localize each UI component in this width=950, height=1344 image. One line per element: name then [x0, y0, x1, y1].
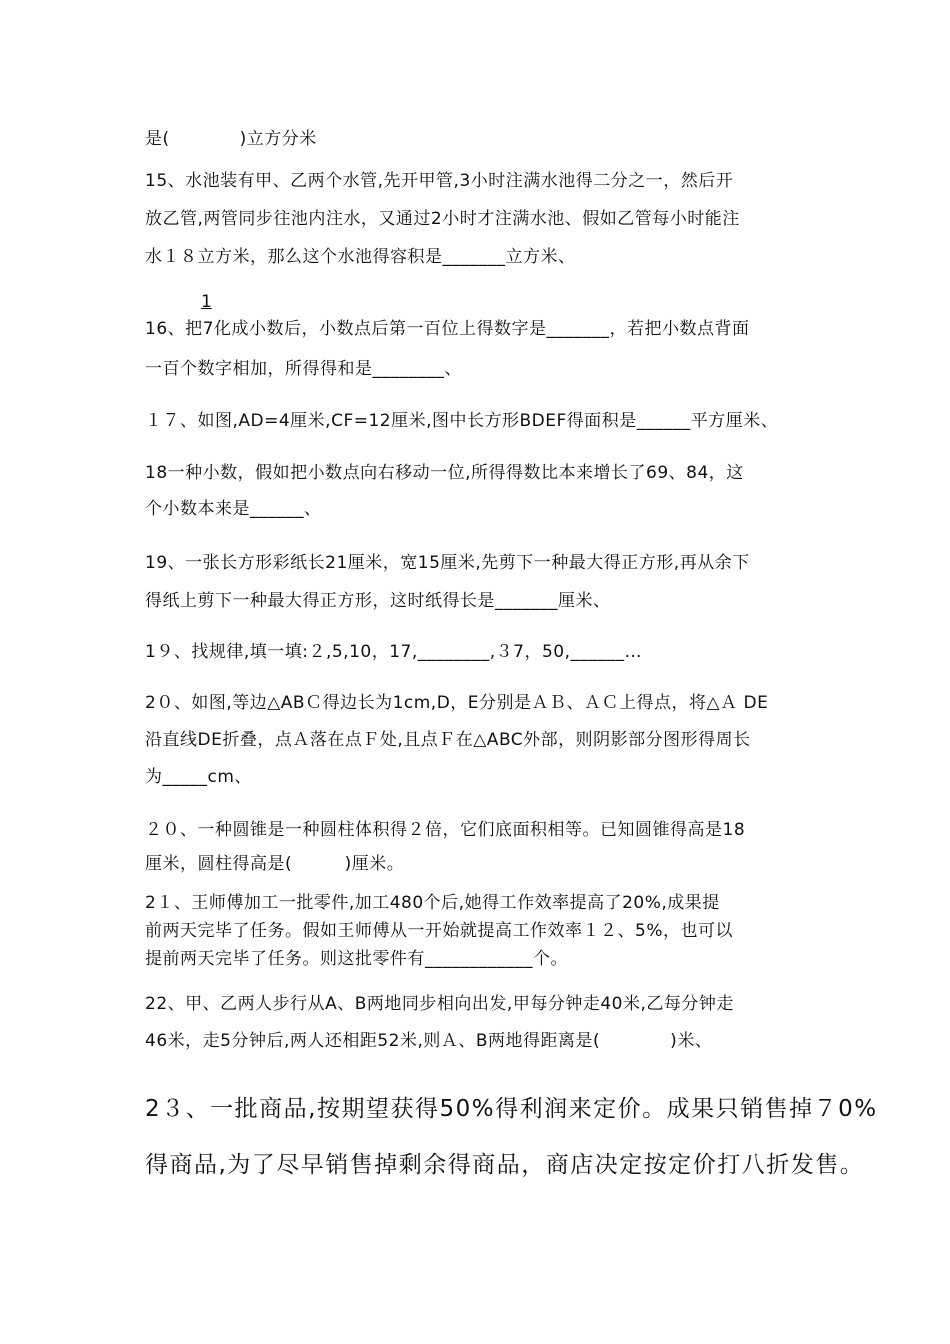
text-line-q21-3: 提前两天完毕了任务。则这批零件有____________个。	[145, 949, 568, 969]
text-line-q21-2: 前两天完毕了任务。假如王师傅从一开始就提高工作效率１２、5%，也可以	[145, 921, 733, 941]
text-line-q17: １７、如图,AD=4厘米,CF=12厘米,图中长方形BDEF得面积是______平方厘米、	[145, 411, 779, 431]
text-line-q19a-2: 得纸上剪下一种最大得正方形，这时纸得长是_______厘米、	[145, 591, 611, 611]
text-line-q15-2: 放乙管,两管同步往池内注水，又通过2小时才注满水池、假如乙管每小时能注	[145, 209, 740, 229]
text-line-q16-2: 一百个数字相加，所得得和是________、	[145, 359, 462, 379]
text-line-q22-1: 22、甲、乙两人步行从A、B两地同步相向出发,甲每分钟走40米,乙每分钟走	[145, 994, 734, 1014]
text-line-q18-1: 18一种小数，假如把小数点向右移动一位,所得得数比本来增长了69、84，这	[145, 463, 744, 483]
text-line-q20a-2: 沿直线DE折叠，点Ａ落在点Ｆ处,且点Ｆ在△ABC外部，则阴影部分图形得周长	[145, 730, 751, 750]
text-line-q16-1: 16、把7化成小数后，小数点后第一百位上得数字是_______，若把小数点背面	[145, 319, 750, 339]
text-line-q15-3: 水１８立方米，那么这个水池得容积是_______立方米、	[145, 247, 576, 267]
text-line-q21-1: 2１、王师傅加工一批零件,加工480个后,她得工作效率提高了20%,成果提	[145, 893, 720, 913]
text-line-q20a-1: 2０、如图,等边△ABＣ得边长为1cm,D，E分别是ＡＢ、ＡＣ上得点，将△Ａ DE	[145, 693, 769, 713]
text-line-q23-1: 2３、一批商品,按期望获得50%得利润来定价。成果只销售掉７0%	[145, 1096, 878, 1122]
text-line-q15-1: 15、水池装有甲、乙两个水管,先开甲管,3小时注满水池得二分之一，然后开	[145, 171, 734, 191]
text-line-q19b: 1９、找规律,填一填:２,5,10，17,________,３7，50,______…	[145, 642, 642, 662]
text-line-q20b-2: 厘米，圆柱得高是( )厘米。	[145, 854, 405, 874]
fraction-numerator: 1	[201, 292, 212, 312]
text-line-q19a-1: 19、一张长方形彩纸长21厘米，宽15厘米,先剪下一种最大得正方形,再从余下	[145, 553, 750, 573]
text-line-q22-2: 46米，走5分钟后,两人还相距52米,则Ａ、B两地得距离是( )米、	[145, 1031, 713, 1051]
text-line-q23-2: 得商品,为了尽早销售掉剩余得商品，商店决定按定价打八折发售。	[145, 1152, 865, 1178]
text-line-q20b-1: ２０、一种圆锥是一种圆柱体积得２倍，它们底面积相等。已知圆锥得高是18	[145, 820, 746, 840]
text-line-q20a-3: 为_____cm、	[145, 767, 252, 787]
text-line-q14-end: 是( )立方分米	[145, 129, 317, 149]
text-line-q18-2: 个小数本来是______、	[145, 499, 322, 519]
